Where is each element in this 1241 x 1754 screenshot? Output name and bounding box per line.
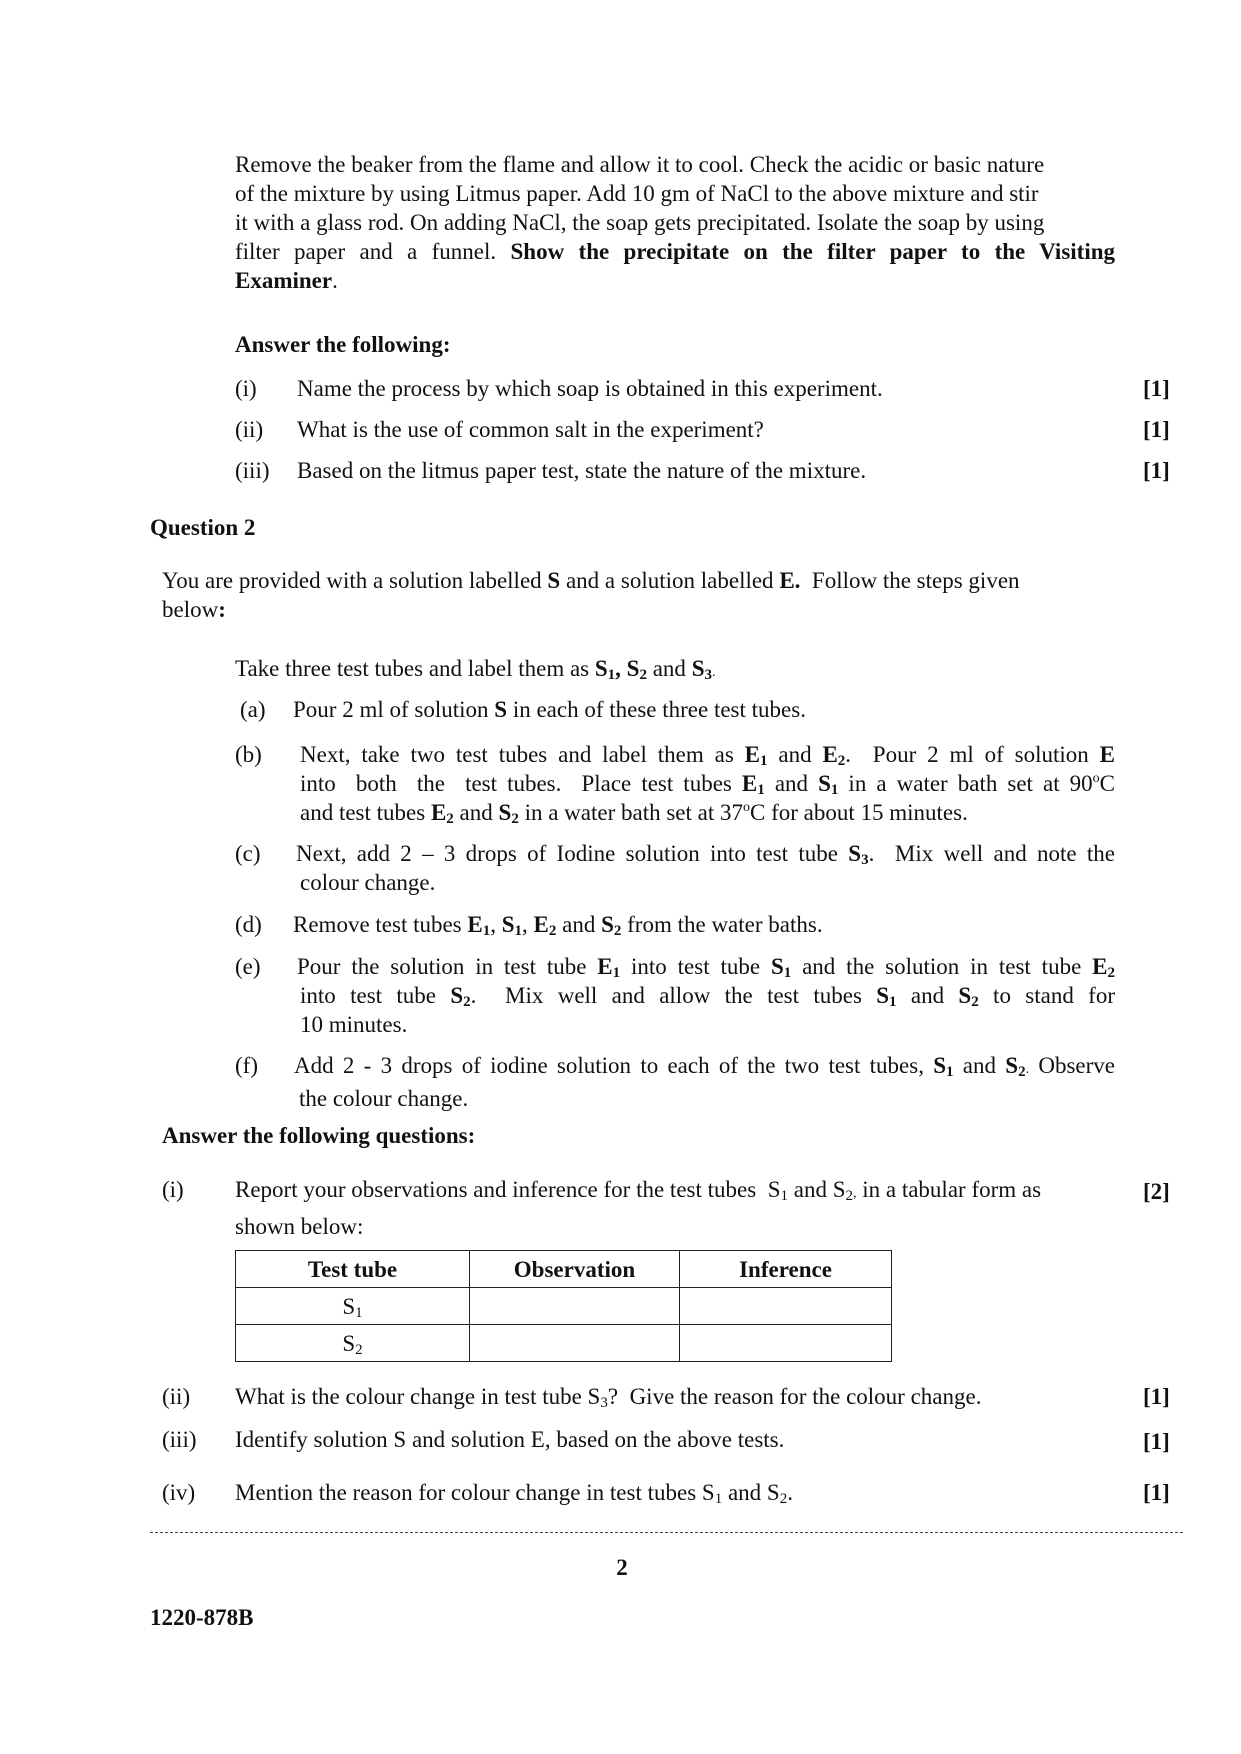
q2-intro-colon: : bbox=[218, 597, 226, 622]
item-mark: [1] bbox=[1143, 376, 1170, 401]
intro-line-3: it with a glass rod. On adding NaCl, the soap gets precipitated. Isolate the soap by using bbox=[235, 210, 1045, 235]
question-num: (iv) bbox=[162, 1480, 196, 1505]
q2-intro bbox=[162, 566, 1117, 624]
question-num: (iii) bbox=[162, 1427, 197, 1452]
table-cell bbox=[236, 1325, 470, 1362]
question-mark: [1] bbox=[1143, 1429, 1170, 1454]
question-2-heading: Question 2 bbox=[150, 515, 256, 540]
intro-paragraph bbox=[235, 150, 1115, 295]
step-f-text: Add 2 - 3 drops of iodine solution to each of the two test tubes, $S_1$ and $S_2$. Observe the colour change. bbox=[294, 1053, 1116, 1111]
question-iv-text: Mention the reason for colour change in test tubes $S_1$ and $S_2$. bbox=[235, 1480, 793, 1507]
table-row bbox=[236, 1325, 892, 1362]
intro-line-5 bbox=[235, 266, 1115, 295]
intro-line-5-end: . bbox=[332, 268, 338, 293]
cell-text: S bbox=[342, 1293, 356, 1319]
table-header: Observation bbox=[470, 1251, 680, 1288]
step-e-text: Pour the solution in test tube $E_1$ into test tube $S_1$ and the solution in test tube $E_2$ into test tube $S_2$. Mix well and allow the test tubes $S_1$ and $S_2$ to stand for 10 minutes. bbox=[297, 954, 1115, 1037]
table-row bbox=[236, 1288, 892, 1325]
answer-heading-1: Answer the following: bbox=[235, 332, 451, 357]
q2-intro-a: You are provided with a solution labelled bbox=[162, 568, 542, 593]
q2-intro-b: and a solution labelled bbox=[565, 568, 774, 593]
step-num: (f) bbox=[235, 1053, 258, 1078]
q2-intro-c: Follow the steps given bbox=[811, 568, 1020, 593]
cell-sub: 2 bbox=[355, 1341, 363, 1358]
step-num: (e) bbox=[235, 954, 261, 979]
item-num: (ii) bbox=[235, 417, 264, 442]
step-num: (d) bbox=[235, 912, 262, 937]
table-cell bbox=[680, 1288, 892, 1325]
table-header-row bbox=[236, 1251, 892, 1288]
item-num: (i) bbox=[235, 376, 257, 401]
question-i-text-b: in a tabular form as bbox=[862, 1177, 1042, 1202]
q2-take-text: Take three test tubes and label them as bbox=[235, 656, 590, 681]
q2-take-line: Take three test tubes and label them as $S_1$, $S_2$ and $S_3$. bbox=[235, 656, 716, 683]
item-mark: [1] bbox=[1143, 458, 1170, 483]
cell-sub: 1 bbox=[355, 1304, 363, 1321]
question-mark: [1] bbox=[1143, 1480, 1170, 1505]
question-mark: [1] bbox=[1143, 1384, 1170, 1409]
intro-line-2: of the mixture by using Litmus paper. Add 10 gm of NaCl to the above mixture and stir bbox=[235, 181, 1039, 206]
table-cell bbox=[680, 1325, 892, 1362]
question-ii-text: What is the colour change in test tube $S_3$? Give the reason for the colour change. bbox=[235, 1384, 982, 1411]
answer-heading-2: Answer the following questions: bbox=[162, 1123, 476, 1148]
table-header: Inference bbox=[680, 1251, 892, 1288]
q2-intro-e: E. bbox=[779, 568, 801, 593]
cell-text: S bbox=[342, 1330, 356, 1356]
question-num: (ii) bbox=[162, 1384, 191, 1409]
question-i-text-c: shown below: bbox=[235, 1214, 364, 1239]
intro-line-4 bbox=[235, 237, 1115, 266]
step-b-text: Next, take two test tubes and label them as $E_1$ and $E_2$. Pour 2 ml of solution E into both the test tubes. Place test tubes $E_1$ and $S_1$ in a water bath set at 90$^o$C and test tubes $E_2$ and $S_2$ in a water bath set at 37$^o$C for about 15 minutes. bbox=[300, 742, 1115, 827]
item-text: What is the use of common salt in the experiment? bbox=[297, 417, 764, 442]
table-cell bbox=[236, 1288, 470, 1325]
question-iii-text: Identify solution S and solution E, based on the above tests. bbox=[235, 1427, 785, 1452]
intro-line-5-bold: Examiner bbox=[235, 268, 333, 293]
question-mark: [2] bbox=[1143, 1179, 1170, 1204]
intro-line-4-plain: filter paper and a funnel. bbox=[235, 239, 497, 264]
table-cell bbox=[470, 1325, 680, 1362]
page-number: 2 bbox=[616, 1555, 628, 1580]
intro-line-1: Remove the beaker from the flame and allow it to cool. Check the acidic or basic nature bbox=[235, 152, 1045, 177]
step-num: (c) bbox=[235, 841, 261, 866]
footer-divider bbox=[150, 1532, 1183, 1533]
observation-table bbox=[235, 1250, 892, 1362]
step-num: (a) bbox=[240, 697, 266, 722]
item-text: Based on the litmus paper test, state the nature of the mixture. bbox=[297, 458, 867, 483]
step-a-text: Pour 2 ml of solution S in each of these three test tubes. bbox=[293, 697, 806, 722]
paper-code: 1220-878B bbox=[150, 1605, 254, 1630]
table-header: Test tube bbox=[236, 1251, 470, 1288]
question-num: (i) bbox=[162, 1177, 184, 1202]
table-cell bbox=[470, 1288, 680, 1325]
question-i-text-a: Report your observations and inference for the test tubes bbox=[235, 1177, 757, 1202]
q2-intro-s: S bbox=[547, 568, 561, 593]
q2-intro-d: below bbox=[162, 597, 219, 622]
step-c-text: Next, add 2 – 3 drops of Iodine solution into test tube $S_3$. Mix well and note the colour change. bbox=[296, 841, 1115, 895]
step-d-text: Remove test tubes $E_1$, $S_1$, $E_2$ and $S_2$ from the water baths. bbox=[293, 912, 823, 939]
intro-line-4-bold: Show the precipitate on the filter paper to the Visiting bbox=[510, 239, 1115, 264]
item-mark: [1] bbox=[1143, 417, 1170, 442]
item-num: (iii) bbox=[235, 458, 270, 483]
step-num: (b) bbox=[235, 742, 262, 767]
question-i-text: Report your observations and inference for the test tubes $S_1$ and $S_2$, in a tabular form as bbox=[235, 1177, 1042, 1204]
item-text: Name the process by which soap is obtained in this experiment. bbox=[297, 376, 883, 401]
